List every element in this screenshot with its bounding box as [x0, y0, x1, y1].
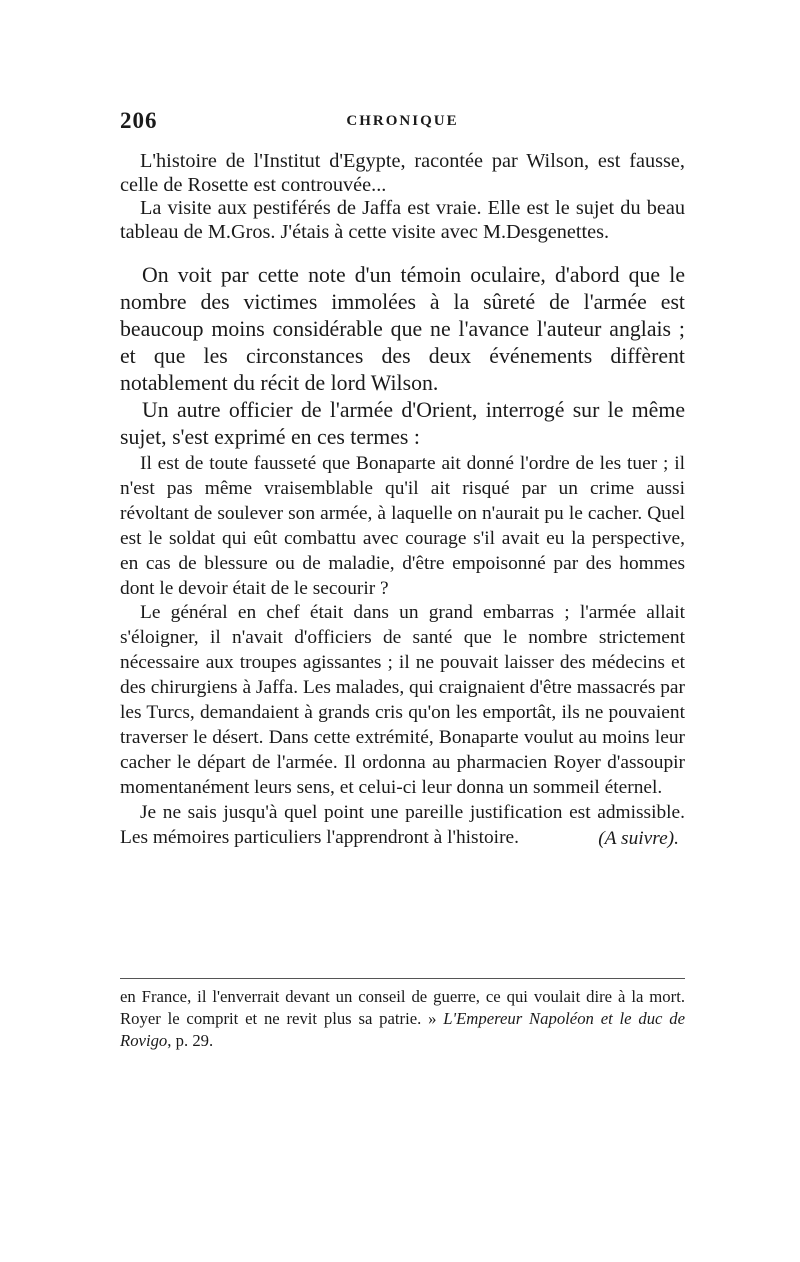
continuation-note: (A suivre). [598, 827, 679, 849]
paragraph: Le général en chef était dans un grand embarras ; l'armée allait s'éloigner, il n'avait d'officiers de santé que le nombre strictement nécessaire aux troupes agissantes ; il ne pouvait laisser des médecins et des chirurgiens à Jaffa. Les malades, qui craignaient d'être massacrés par les Turcs, demandaient à grands cris qu'on les emportât, ils ne pouvaient traverser le désert. Dans cette extrémité, Bonaparte voulut au moins leur cacher le départ de l'armée. Il ordonna au pharmacien Royer d'assoupir momentanément leurs sens, et celui-ci leur donna un sommeil éternel. [120, 602, 685, 798]
page-number: 206 [120, 108, 158, 133]
paragraph: L'histoire de l'Institut d'Egypte, racontée par Wilson, est fausse, celle de Rosette est controuvée... [120, 150, 685, 196]
footnote [120, 986, 685, 1052]
footnote-body: en France, il l'enverrait devant un conseil de guerre, ce qui voulait dire à la mort. Royer le comprit et ne revit plus sa patrie. » [120, 987, 685, 1028]
paragraph: La visite aux pestiférés de Jaffa est vraie. Elle est le sujet du beau tableau de M.Gros. J'étais à cette visite avec M.Desgenettes. [120, 197, 685, 243]
paragraph: Il est de toute fausseté que Bonaparte ait donné l'ordre de les tuer ; il n'est pas même vraisemblable qu'il ait risqué par un crime aussi révoltant de soulever son armée, à laquelle on n'aurait pu le cacher. Quel est le soldat qui eût combattu avec courage s'il avait eu la perspective, en cas de blessure ou de maladie, d'être empoisonné par des hommes dont le devoir était de le secourir ? [120, 453, 685, 599]
page-header [120, 108, 685, 138]
footnote-divider [120, 978, 685, 979]
running-head: CHRONIQUE [346, 113, 459, 129]
main-text [120, 262, 685, 451]
officer-quote [120, 452, 685, 851]
paragraph: Je ne sais jusqu'à quel point une pareille justification est admissible. Les mémoires particuliers l'apprendront à l'histoire. [120, 801, 685, 848]
footnote-text [120, 986, 685, 1052]
footnote-source-page: , p. 29. [167, 1031, 214, 1050]
paragraph: Un autre officier de l'armée d'Orient, interrogé sur le même sujet, s'est exprimé en ces termes : [120, 398, 685, 449]
footnote-source-title: L'Empereur Napoléon et le duc de Rovigo [120, 1009, 685, 1050]
quoted-note [120, 150, 685, 244]
paragraph: On voit par cette note d'un témoin oculaire, d'abord que le nombre des victimes immolées à la sûreté de l'armée est beaucoup moins considérable que ne l'avance l'auteur anglais ; et que les circonstances des deux événements diffèrent notablement du récit de lord Wilson. [120, 263, 685, 395]
